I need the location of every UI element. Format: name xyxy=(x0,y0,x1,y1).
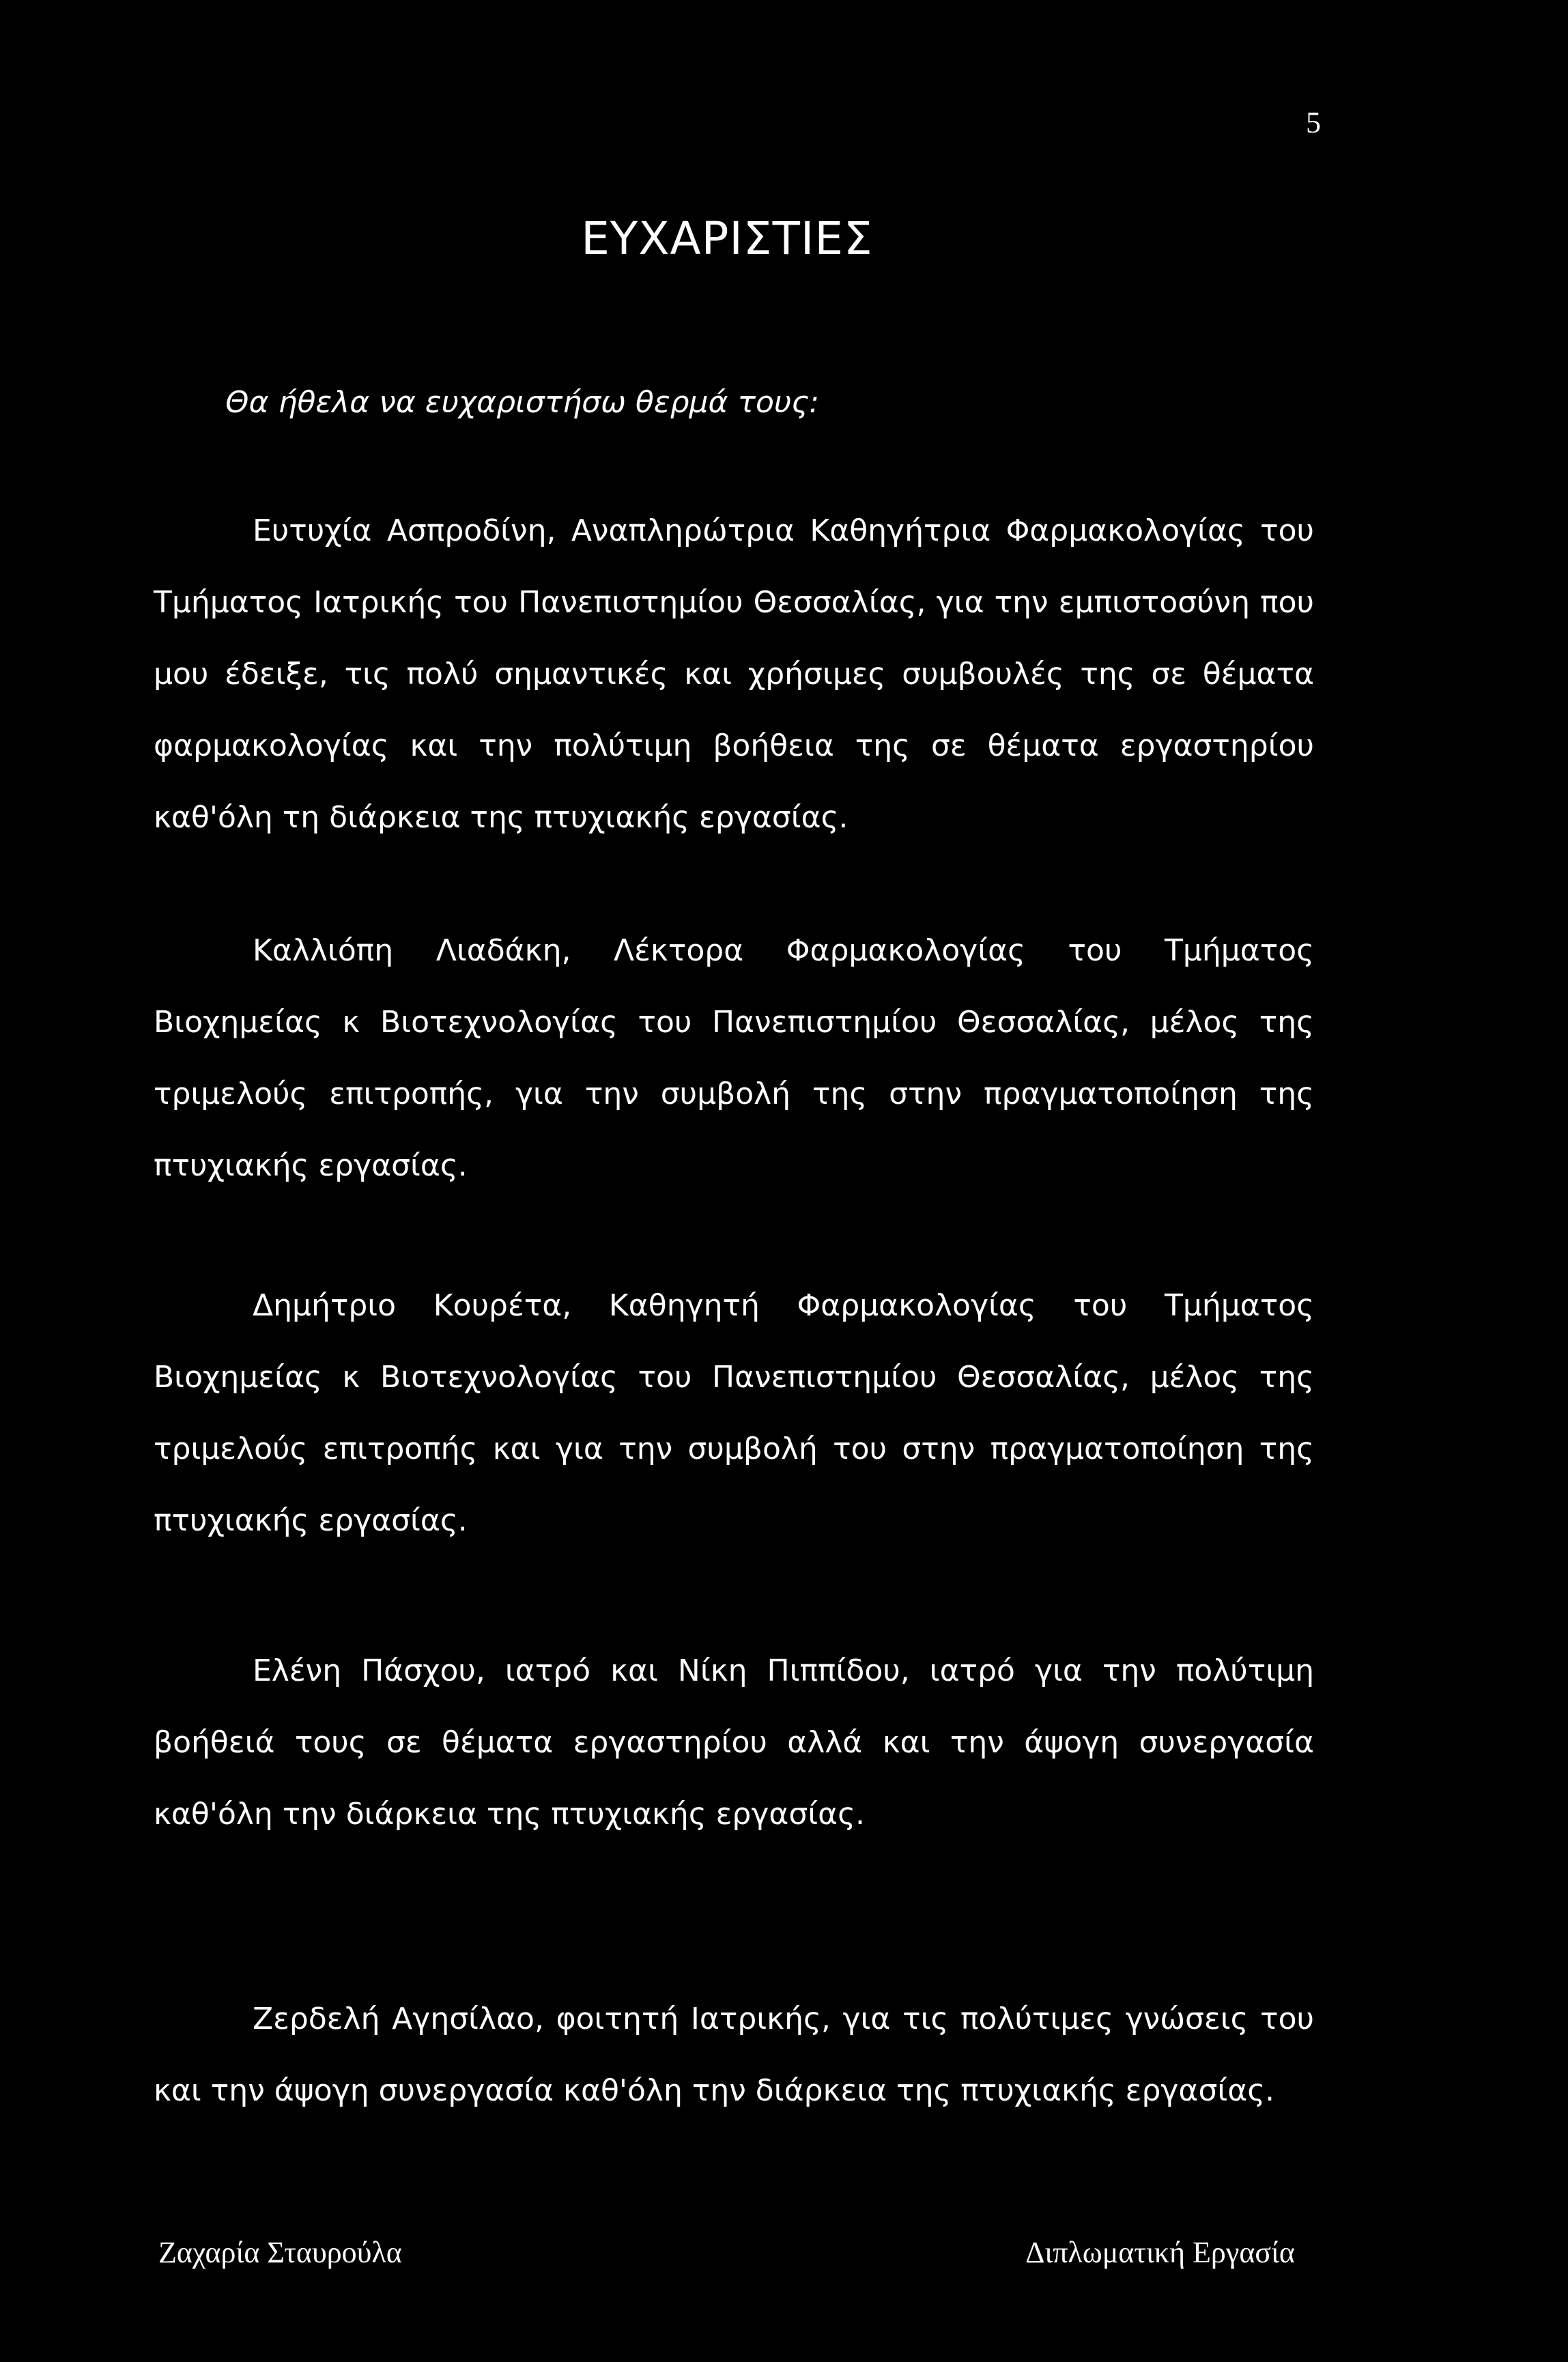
footer-author: Ζαχαρία Σταυρούλα xyxy=(158,2236,402,2269)
acknowledgement-paragraph: Ευτυχία Ασπροδίνη, Αναπληρώτρια Καθηγήτρια Φαρμακολογίας του Τμήματος Ιατρικής του Πανεπιστημίου Θεσσαλίας, για την εμπιστοσύνη που μου έδειξε, τις πολύ σημαντικές και χρήσιμες συμβουλές της σε θέματα φαρμακολογίας και την πολύτιμη βοήθεια της σε θέματα εργαστηρίου καθ'όλη τη διάρκεια της πτυχιακής εργασίας. xyxy=(154,513,1314,835)
acknowledgement-paragraph: Ελένη Πάσχου, ιατρό και Νίκη Πιππίδου, ιατρό για την πολύτιμη βοήθειά τους σε θέματα εργαστηρίου αλλά και την άψογη συνεργασία καθ'όλη την διάρκεια της πτυχιακής εργασίας. xyxy=(154,1653,1314,1832)
footer-document-type: Διπλωματική Εργασία xyxy=(1025,2236,1295,2269)
intro-text: Θα ήθελα να ευχαριστήσω θερμά τους: xyxy=(225,385,820,420)
acknowledgement-paragraph: Καλλιόπη Λιαδάκη, Λέκτορα Φαρμακολογίας του Τμήματος Βιοχημείας κ Βιοτεχνολογίας του Πανεπιστημίου Θεσσαλίας, μέλος της τριμελούς επιτροπής, για την συμβολή της στην πραγματοποίηση της πτυχιακής εργασίας. xyxy=(154,933,1314,1183)
page-number: 5 xyxy=(1306,106,1321,139)
page-title: ΕΥΧΑΡΙΣΤΙΕΣ xyxy=(581,212,873,265)
acknowledgement-paragraph: Δημήτριο Κουρέτα, Καθηγητή Φαρμακολογίας του Τμήματος Βιοχημείας κ Βιοτεχνολογίας του Πανεπιστημίου Θεσσαλίας, μέλος της τριμελούς επιτροπής και για την συμβολή του στην πραγματοποίηση της πτυχιακής εργασίας. xyxy=(154,1288,1314,1538)
acknowledgement-paragraph: Ζερδελή Αγησίλαο, φοιτητή Ιατρικής, για τις πολύτιμες γνώσεις του και την άψογη συνεργασία καθ'όλη την διάρκεια της πτυχιακής εργασίας. xyxy=(154,2002,1314,2108)
